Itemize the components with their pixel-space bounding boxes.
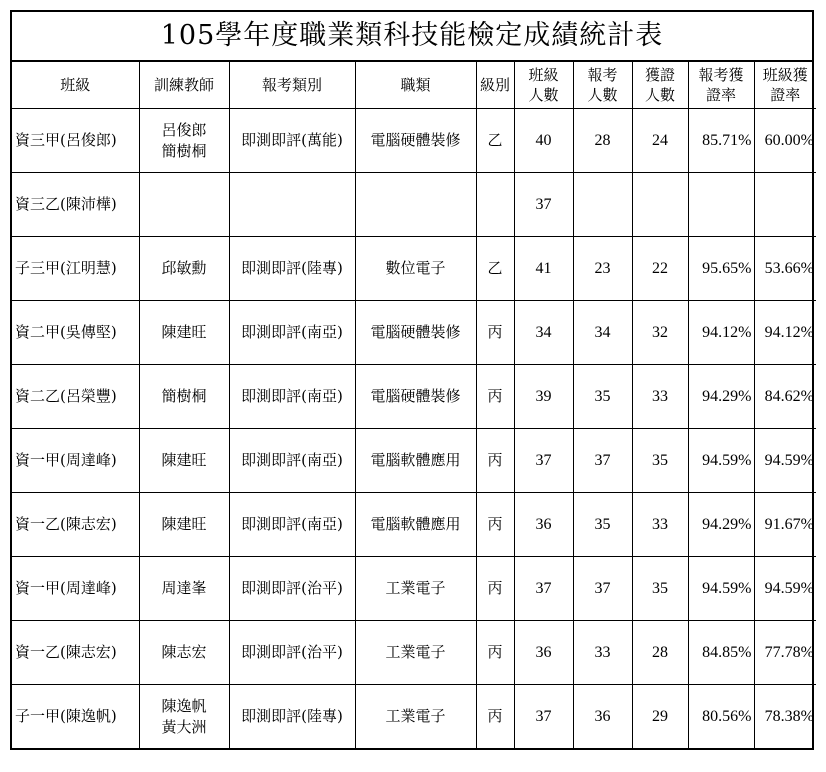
cell-trade [355, 173, 476, 237]
table-row [12, 301, 816, 365]
cell-trade: 數位電子 [355, 237, 476, 301]
cell-trade: 工業電子 [355, 557, 476, 621]
header-certified-line-2: 人數 [644, 86, 675, 104]
cell-class-rate: 94.12% [754, 301, 816, 365]
cell-exam-type: 即測即評(陸專) [229, 685, 355, 749]
header-trade: 職類 [355, 62, 476, 109]
cell-class-rate: 60.00% [754, 109, 816, 173]
cell-teacher [139, 109, 229, 173]
cell-class-count: 37 [514, 429, 573, 493]
cell-class-count: 40 [514, 109, 573, 173]
header-class-rate-line-1: 班級獲 [762, 66, 808, 84]
cell-class-count: 41 [514, 237, 573, 301]
cell-exam-type: 即測即評(陸專) [229, 237, 355, 301]
cell-applied: 37 [573, 557, 632, 621]
cell-trade: 電腦硬體裝修 [355, 109, 476, 173]
cell-teacher [139, 685, 229, 749]
cell-applied: 35 [573, 365, 632, 429]
cell-class-rate: 53.66% [754, 237, 816, 301]
cell-exam-type: 即測即評(南亞) [229, 301, 355, 365]
header-class-count-line-2: 人數 [528, 86, 559, 104]
table-row [12, 557, 816, 621]
header-applied-rate-line-1: 報考獲 [698, 66, 744, 84]
cell-teacher-line-1: 陳逸帆 [161, 696, 207, 715]
cell-teacher: 陳建旺 [139, 301, 229, 365]
cell-teacher: 邱敏勳 [139, 237, 229, 301]
cell-class: 資一甲(周達峰) [12, 429, 139, 493]
cell-class: 資一乙(陳志宏) [12, 493, 139, 557]
cell-class-rate: 77.78% [754, 621, 816, 685]
header-certified [632, 62, 688, 109]
header-class-count [514, 62, 573, 109]
cell-class: 資一乙(陳志宏) [12, 621, 139, 685]
cell-applied: 36 [573, 685, 632, 749]
table-row [12, 621, 816, 685]
cell-certified: 29 [632, 685, 688, 749]
header-class-rate [754, 62, 816, 109]
cell-certified: 28 [632, 621, 688, 685]
cell-trade: 工業電子 [355, 685, 476, 749]
cell-applied-rate [688, 173, 754, 237]
cell-applied-rate: 94.29% [688, 493, 754, 557]
cell-applied: 35 [573, 493, 632, 557]
cell-applied-rate: 85.71% [688, 109, 754, 173]
cell-class: 資二乙(呂榮豐) [12, 365, 139, 429]
cell-trade: 電腦軟體應用 [355, 493, 476, 557]
cell-level: 丙 [476, 621, 514, 685]
cell-class: 資一甲(周達峰) [12, 557, 139, 621]
cell-class-count: 39 [514, 365, 573, 429]
cell-class-count: 37 [514, 173, 573, 237]
header-applied [573, 62, 632, 109]
cell-certified: 24 [632, 109, 688, 173]
header-exam-type: 報考類別 [229, 62, 355, 109]
cell-certified: 32 [632, 301, 688, 365]
header-applied-rate [688, 62, 754, 109]
cell-exam-type: 即測即評(治平) [229, 621, 355, 685]
cell-class-count: 37 [514, 685, 573, 749]
header-class-count-line-1: 班級 [528, 66, 559, 84]
score-table [12, 62, 816, 748]
cell-level: 丙 [476, 365, 514, 429]
cell-class-rate [754, 173, 816, 237]
table-row [12, 237, 816, 301]
cell-teacher: 周達峯 [139, 557, 229, 621]
cell-class: 資二甲(吳傳堅) [12, 301, 139, 365]
header-class: 班級 [12, 62, 139, 109]
cell-teacher [139, 173, 229, 237]
header-level: 級別 [476, 62, 514, 109]
table-body [12, 109, 816, 749]
cell-class: 子一甲(陳逸帆) [12, 685, 139, 749]
header-certified-line-1: 獲證 [644, 66, 675, 84]
cell-class: 資三甲(呂俊郎) [12, 109, 139, 173]
cell-exam-type: 即測即評(南亞) [229, 493, 355, 557]
cell-level: 丙 [476, 557, 514, 621]
cell-certified: 33 [632, 365, 688, 429]
cell-class-rate: 94.59% [754, 557, 816, 621]
table-row [12, 493, 816, 557]
cell-applied: 34 [573, 301, 632, 365]
cell-class: 資三乙(陳沛樺) [12, 173, 139, 237]
header-class-rate-line-2: 證率 [770, 86, 801, 104]
cell-applied [573, 173, 632, 237]
cell-teacher-line-2: 黃大洲 [161, 717, 207, 736]
header-applied-rate-line-2: 證率 [705, 86, 736, 104]
header-applied-line-2: 人數 [587, 86, 618, 104]
cell-class: 子三甲(江明慧) [12, 237, 139, 301]
cell-applied-rate: 94.59% [688, 429, 754, 493]
cell-teacher: 陳建旺 [139, 429, 229, 493]
cell-class-rate: 94.59% [754, 429, 816, 493]
cell-applied-rate: 94.29% [688, 365, 754, 429]
table-row [12, 685, 816, 749]
cell-exam-type [229, 173, 355, 237]
cell-class-count: 36 [514, 621, 573, 685]
cell-class-rate: 78.38% [754, 685, 816, 749]
cell-exam-type: 即測即評(治平) [229, 557, 355, 621]
cell-level: 丙 [476, 493, 514, 557]
cell-class-rate: 91.67% [754, 493, 816, 557]
table-row [12, 173, 816, 237]
cell-certified: 35 [632, 557, 688, 621]
cell-applied-rate: 80.56% [688, 685, 754, 749]
cell-teacher: 陳志宏 [139, 621, 229, 685]
cell-teacher: 簡樹桐 [139, 365, 229, 429]
cell-applied: 37 [573, 429, 632, 493]
cell-trade: 電腦軟體應用 [355, 429, 476, 493]
cell-teacher-line-1: 呂俊郎 [161, 120, 207, 139]
header-teacher: 訓練教師 [139, 62, 229, 109]
cell-exam-type: 即測即評(南亞) [229, 429, 355, 493]
cell-trade: 電腦硬體裝修 [355, 365, 476, 429]
cell-level: 丙 [476, 301, 514, 365]
cell-certified: 22 [632, 237, 688, 301]
score-sheet [10, 10, 814, 750]
cell-class-rate: 84.62% [754, 365, 816, 429]
table-row [12, 109, 816, 173]
table-row [12, 365, 816, 429]
cell-exam-type: 即測即評(南亞) [229, 365, 355, 429]
cell-level [476, 173, 514, 237]
cell-level: 丙 [476, 429, 514, 493]
cell-teacher: 陳建旺 [139, 493, 229, 557]
cell-trade: 工業電子 [355, 621, 476, 685]
cell-applied: 23 [573, 237, 632, 301]
cell-applied: 28 [573, 109, 632, 173]
cell-certified: 35 [632, 429, 688, 493]
cell-level: 丙 [476, 685, 514, 749]
cell-applied-rate: 94.59% [688, 557, 754, 621]
table-row [12, 429, 816, 493]
cell-class-count: 36 [514, 493, 573, 557]
cell-teacher-line-2: 簡樹桐 [161, 141, 207, 160]
cell-exam-type: 即測即評(萬能) [229, 109, 355, 173]
cell-level: 乙 [476, 237, 514, 301]
cell-applied-rate: 94.12% [688, 301, 754, 365]
cell-class-count: 37 [514, 557, 573, 621]
cell-certified: 33 [632, 493, 688, 557]
cell-level: 乙 [476, 109, 514, 173]
cell-applied-rate: 95.65% [688, 237, 754, 301]
cell-class-count: 34 [514, 301, 573, 365]
header-applied-line-1: 報考 [587, 66, 618, 84]
cell-trade: 電腦硬體裝修 [355, 301, 476, 365]
cell-applied: 33 [573, 621, 632, 685]
cell-certified [632, 173, 688, 237]
sheet-title: 105學年度職業類科技能檢定成績統計表 [12, 12, 812, 62]
header-row [12, 62, 816, 109]
cell-applied-rate: 84.85% [688, 621, 754, 685]
